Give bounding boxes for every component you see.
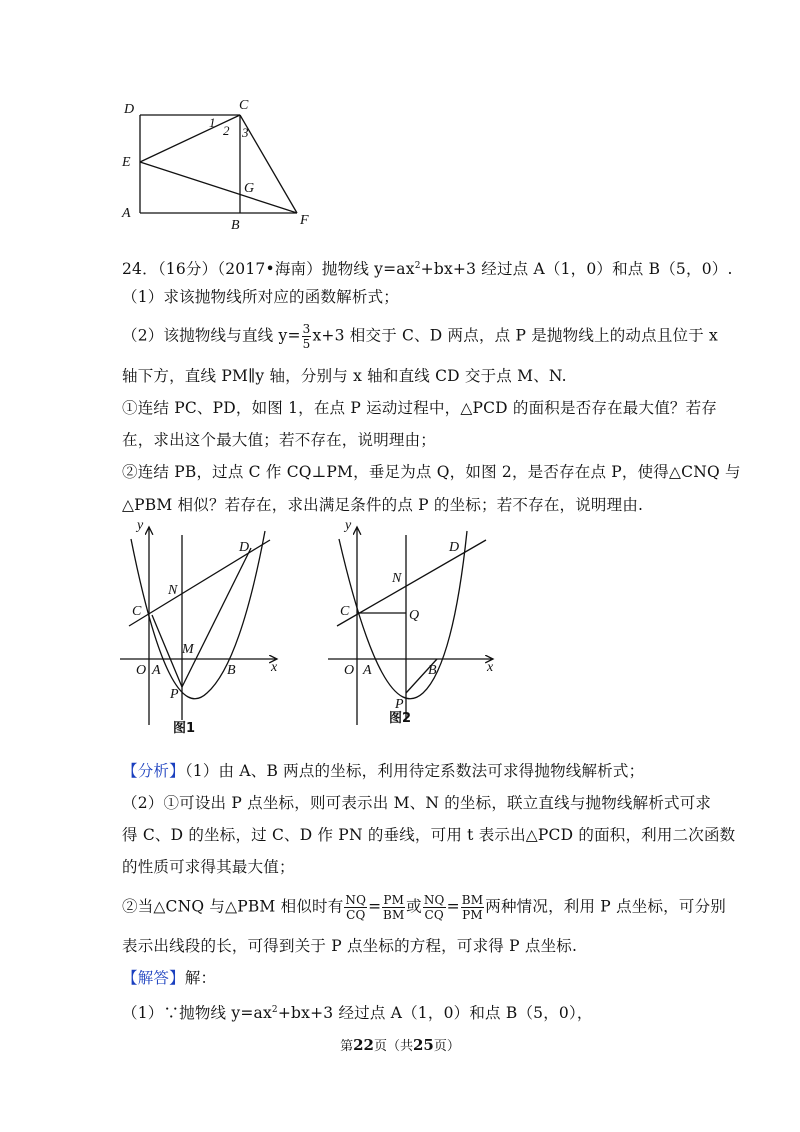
answer-text-b: +bx+3 经过点 A（1，0）和点 B（5，0）， — [277, 1004, 593, 1022]
label-B: B — [428, 663, 437, 678]
label-B: B — [227, 663, 236, 678]
footer-post: 页） — [433, 1039, 460, 1054]
part2-line2: 轴下方，直线 PM∥y 轴，分别与 x 轴和直线 CD 交于点 M、N. — [122, 367, 567, 385]
or-word: 或 — [406, 897, 422, 916]
label-C: C — [132, 604, 142, 619]
part2-b: x+3 相交于 C、D 两点，点 P 是抛物线上的动点且位于 x — [312, 326, 718, 345]
analysis-line2: （2）①可设出 P 点坐标，则可表示出 M、N 的坐标，联立直线与抛物线解析式可求 — [122, 794, 712, 812]
analysis-line6: 表示出线段的长，可得到关于 P 点坐标的方程，可求得 P 点坐标. — [122, 937, 578, 955]
fraction-den: 5 — [302, 337, 311, 351]
answer-tag: 【解答】 — [122, 969, 185, 987]
label-M: M — [182, 642, 194, 657]
label-N: N — [392, 571, 402, 586]
label-D: D — [124, 102, 135, 117]
analysis-text-5b: 两种情况，利用 P 点坐标，可分别 — [485, 897, 726, 916]
label-C: C — [340, 604, 350, 619]
footer-mid: 页（共 — [373, 1039, 413, 1054]
fraction-num: NQ — [345, 893, 367, 907]
analysis-line4: 的性质可求得其最大值； — [122, 858, 295, 876]
fraction-num: BM — [461, 893, 484, 907]
axis-x: x — [271, 660, 278, 675]
label-B: B — [231, 218, 240, 233]
label-P: P — [395, 697, 404, 712]
problem-header-a: 24．（16分）（2017•海南）抛物线 y=ax — [122, 260, 415, 278]
footer-pre: 第 — [340, 1039, 354, 1054]
label-2: 2 — [223, 123, 230, 138]
answer-intro: 解： — [184, 969, 217, 987]
axis-x: x — [487, 660, 494, 675]
figure-2 — [323, 515, 503, 740]
label-O: O — [136, 663, 147, 678]
fraction-nq-cq — [344, 893, 367, 922]
fraction-nq-cq-2 — [423, 893, 446, 922]
axis-y: y — [345, 518, 352, 533]
fraction-den: BM — [382, 908, 405, 922]
label-A: A — [122, 206, 131, 221]
label-C: C — [239, 98, 249, 113]
analysis-text-5a: ②当△CNQ 与△PBM 相似时有 — [122, 897, 344, 916]
fraction-num: NQ — [423, 893, 445, 907]
question2-line1: ②连结 PB，过点 C 作 CQ⊥PM，垂足为点 Q，如图 2，是否存在点 P，使得△CNQ 与 — [122, 463, 741, 481]
label-A: A — [363, 663, 372, 678]
fraction-den: CQ — [424, 908, 444, 922]
equals-sign: = — [446, 897, 460, 916]
label-D: D — [239, 540, 250, 555]
label-D: D — [449, 540, 460, 555]
exponent: 2 — [271, 1005, 278, 1015]
fraction-three-fifths — [302, 322, 312, 351]
fraction-num: 3 — [302, 322, 311, 336]
analysis-line1 — [122, 760, 782, 782]
fraction-den: CQ — [346, 908, 366, 922]
part2-a: （2）该抛物线与直线 y= — [122, 326, 301, 345]
page-total: 25 — [413, 1036, 434, 1054]
fraction-bm-pm — [461, 893, 485, 922]
label-G: G — [244, 181, 255, 196]
problem-header — [122, 255, 782, 280]
problem-header-b: +bx+3 经过点 A（1，0）和点 B（5，0）. — [420, 260, 733, 278]
geometry-figure — [110, 95, 330, 235]
question2-line2: △PBM 相似？若存在，求出满足条件的点 P 的坐标；若不存在，说明理由. — [122, 496, 644, 514]
fraction-pm-bm — [382, 893, 405, 922]
figure-caption: 图1 — [173, 721, 196, 736]
axis-y: y — [137, 518, 144, 533]
label-Q: Q — [409, 608, 420, 623]
equals-sign: = — [368, 897, 382, 916]
label-3: 3 — [242, 125, 249, 140]
answer-line2 — [122, 999, 782, 1024]
answer-line1 — [122, 967, 782, 989]
figure-caption: 图2 — [389, 711, 412, 726]
page-footer — [0, 1035, 800, 1054]
analysis-line5 — [122, 893, 782, 922]
label-1: 1 — [209, 115, 216, 130]
analysis-text-1: （1）由 A、B 两点的坐标，利用待定系数法可求得抛物线解析式； — [184, 762, 645, 780]
part2-line1 — [122, 322, 782, 351]
label-E: E — [122, 155, 131, 170]
exponent: 2 — [414, 261, 421, 271]
label-O: O — [344, 663, 355, 678]
figure-1 — [115, 515, 295, 740]
label-A: A — [152, 663, 161, 678]
label-F: F — [300, 213, 309, 228]
fraction-num: PM — [383, 893, 405, 907]
label-P: P — [170, 687, 179, 702]
fraction-den: PM — [462, 908, 483, 922]
answer-text-a: （1）∵抛物线 y=ax — [122, 1004, 272, 1022]
question1-line2: 在，求出这个最大值；若不存在，说明理由； — [122, 431, 437, 449]
analysis-line3: 得 C、D 的坐标，过 C、D 作 PN 的垂线，可用 t 表示出△PCD 的面积，利用二次函数 — [122, 826, 736, 844]
question1-line1: ①连结 PC、PD，如图 1，在点 P 运动过程中，△PCD 的面积是否存在最大值？若存 — [122, 399, 718, 417]
analysis-tag: 【分析】 — [122, 762, 185, 780]
page-number: 22 — [353, 1036, 374, 1054]
label-N: N — [168, 583, 178, 598]
part1: （1）求该抛物线所对应的函数解析式； — [122, 288, 399, 306]
